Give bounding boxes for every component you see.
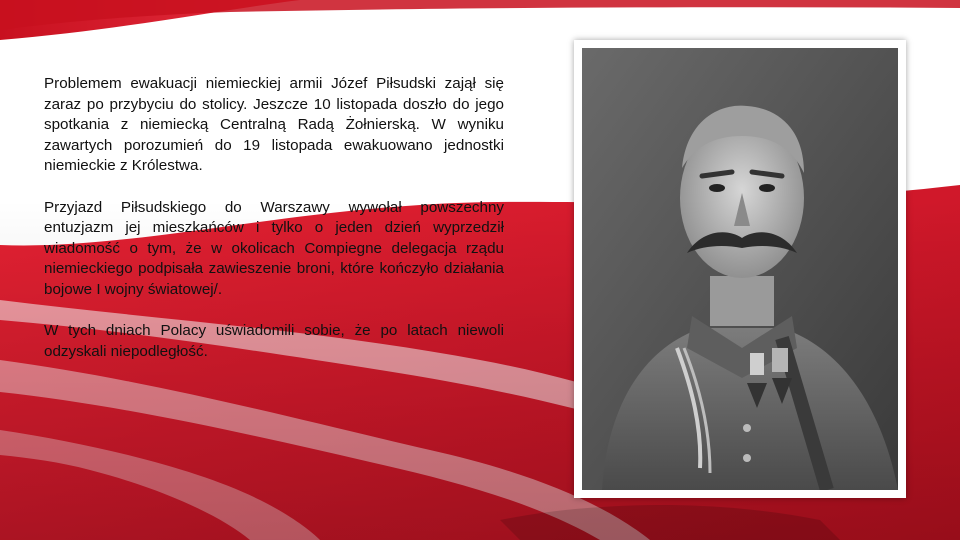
paragraph-arrival-warsaw: Przyjazd Piłsudskiego do Warszawy wywołał powszechny entuzjazm jej mieszkańców i tylko o jeden dzień wyprzedził wiadomość o tym, że w okolicach Compiegne delegacja rządu niemieckiego podpisała zawieszenie broni, które kończyło działania bojowe I wojny światowej/.	[44, 198, 504, 298]
content-text	[44, 74, 504, 362]
portrait-frame	[574, 40, 906, 498]
paragraph-independence: W tych dniach Polacy uświadomili sobie, że po latach niewoli odzyskali niepodległość.	[44, 322, 504, 360]
portrait-photo-icon	[582, 48, 898, 490]
paragraph-evacuation: Problemem ewakuacji niemieckiej armii Józef Piłsudski zajął się zaraz po przybyciu do stolicy. Jeszcze 10 listopada doszło do jego spotkania z niemiecką Centralną Radą Żołnierską. W wyniku zawartych porozumień do 19 listopada ewakuowano jednostki niemieckie z Królestwa.	[44, 75, 504, 174]
